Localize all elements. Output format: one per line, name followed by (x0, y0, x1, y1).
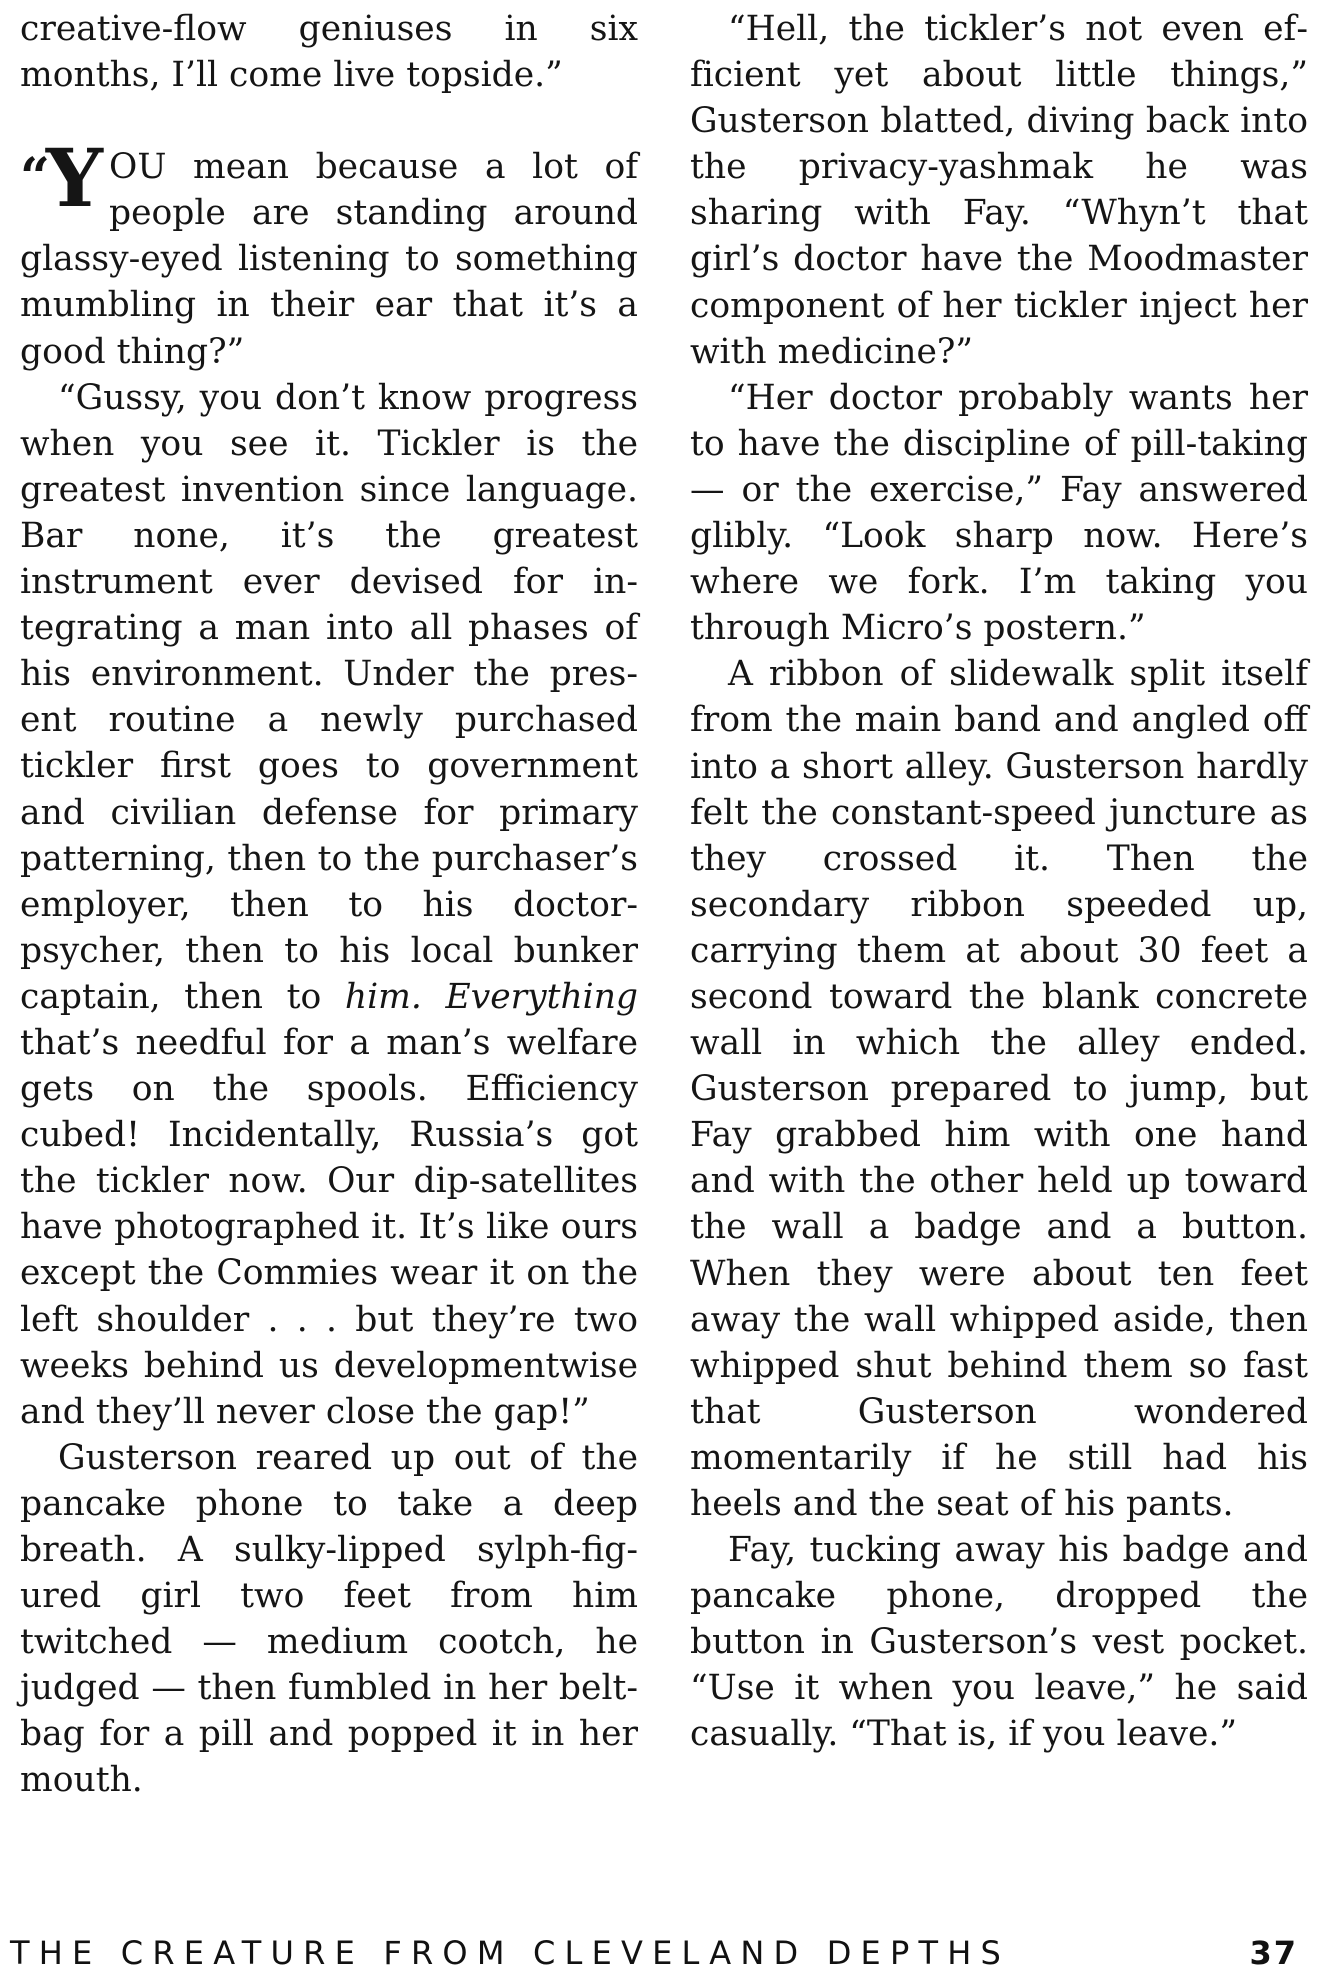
left-paragraph-1: creative-flow geniuses in six months, I’ll come live topside.” (20, 9, 638, 96)
left-paragraph-3-text-b: that’s needful for a man’s welfare gets on the spools. Efficiency cubed! Incidentally, Russia’s got the tickler now. Our dip-satellites have photographed it. It’s like ours except the Commies wear it on the left shoulder . . . but they’re two weeks behind us developmentwise and they’ll never close the gap!” (20, 1022, 638, 1432)
drop-cap-quote: “ (20, 147, 46, 209)
right-paragraph-1: “Hell, the tickler’s not even efficient yet about little things,” Gusterson blatted, diving back into the privacy-yashmak he was sharing with Fay. “Whyn’t that girl’s doctor have the Moodmaster component of her tickler inject her with medicine?” (690, 9, 1308, 372)
left-paragraph-3-emphasis-everything: Everything (445, 976, 639, 1017)
right-paragraph-3: A ribbon of slidewalk split itself from the main band and angled off into a short alley. Gusterson hardly felt the constant-speed juncture as they crossed it. Then the secondary ribbon speeded up, carrying them at about 30 feet a second toward the blank concrete wall in which the alley ended. Gusterson prepared to jump, but Fay grabbed him with one hand and with the other held up toward the wall a badge and a button. When they were about ten feet away the wall whipped aside, then whipped shut behind them so fast that Gusterson wondered momentarily if he still had his heels and the seat of his pants. (690, 654, 1308, 1524)
left-column (20, 6, 638, 1804)
left-paragraph-3-emphasis-him: him. (344, 976, 422, 1017)
drop-cap-letter: Y (45, 131, 104, 226)
left-paragraph-2-smallcaps: OU (109, 147, 167, 188)
left-paragraph-3 (20, 375, 638, 1435)
page-number: 37 (1249, 1934, 1298, 1972)
right-column (690, 6, 1308, 1758)
left-paragraph-4: Gusterson reared up out of the pancake phone to take a deep breath. A sulky-lipped sylph-figured girl two feet from him twitched — medium cootch, he judged — then fumbled in her belt-bag for a pill and popped it in her mouth. (20, 1437, 638, 1801)
right-paragraph-4: Fay, tucking away his badge and pancake phone, dropped the button in Gusterson’s vest pocket. “Use it when you leave,” he said casually. “That is, if you leave.” (690, 1530, 1308, 1755)
left-paragraph-2 (20, 131, 638, 374)
right-paragraph-2: “Her doctor probably wants her to have the discipline of pill-taking — or the exercise,” Fay answered glibly. “Look sharp now. Here’s where we fork. I’m taking you through Micro’s postern.” (690, 377, 1308, 649)
running-title: THE CREATURE FROM CLEVELAND DEPTHS (10, 1934, 1010, 1972)
page-footer (10, 1928, 1310, 1978)
left-paragraph-3-space (422, 977, 446, 1017)
left-paragraph-3-text-a: “Gussy, you don’t know progress when you see it. Tickler is the greatest invention since language. Bar none, it’s the greatest instrument ever devised for integrating a man into all phases of his environment. Under the present routine a newly purchased tickler first goes to government and civilian defense for primary patterning, then to the purchaser’s employer, then to his doctor-psycher, then to his local bunker captain, then to (20, 377, 638, 1017)
left-paragraph-2-text: mean because a lot of people are standing around glassy-eyed listening to something mumbling in their ear that it’s a good thing?” (20, 147, 638, 372)
drop-cap (20, 131, 104, 226)
